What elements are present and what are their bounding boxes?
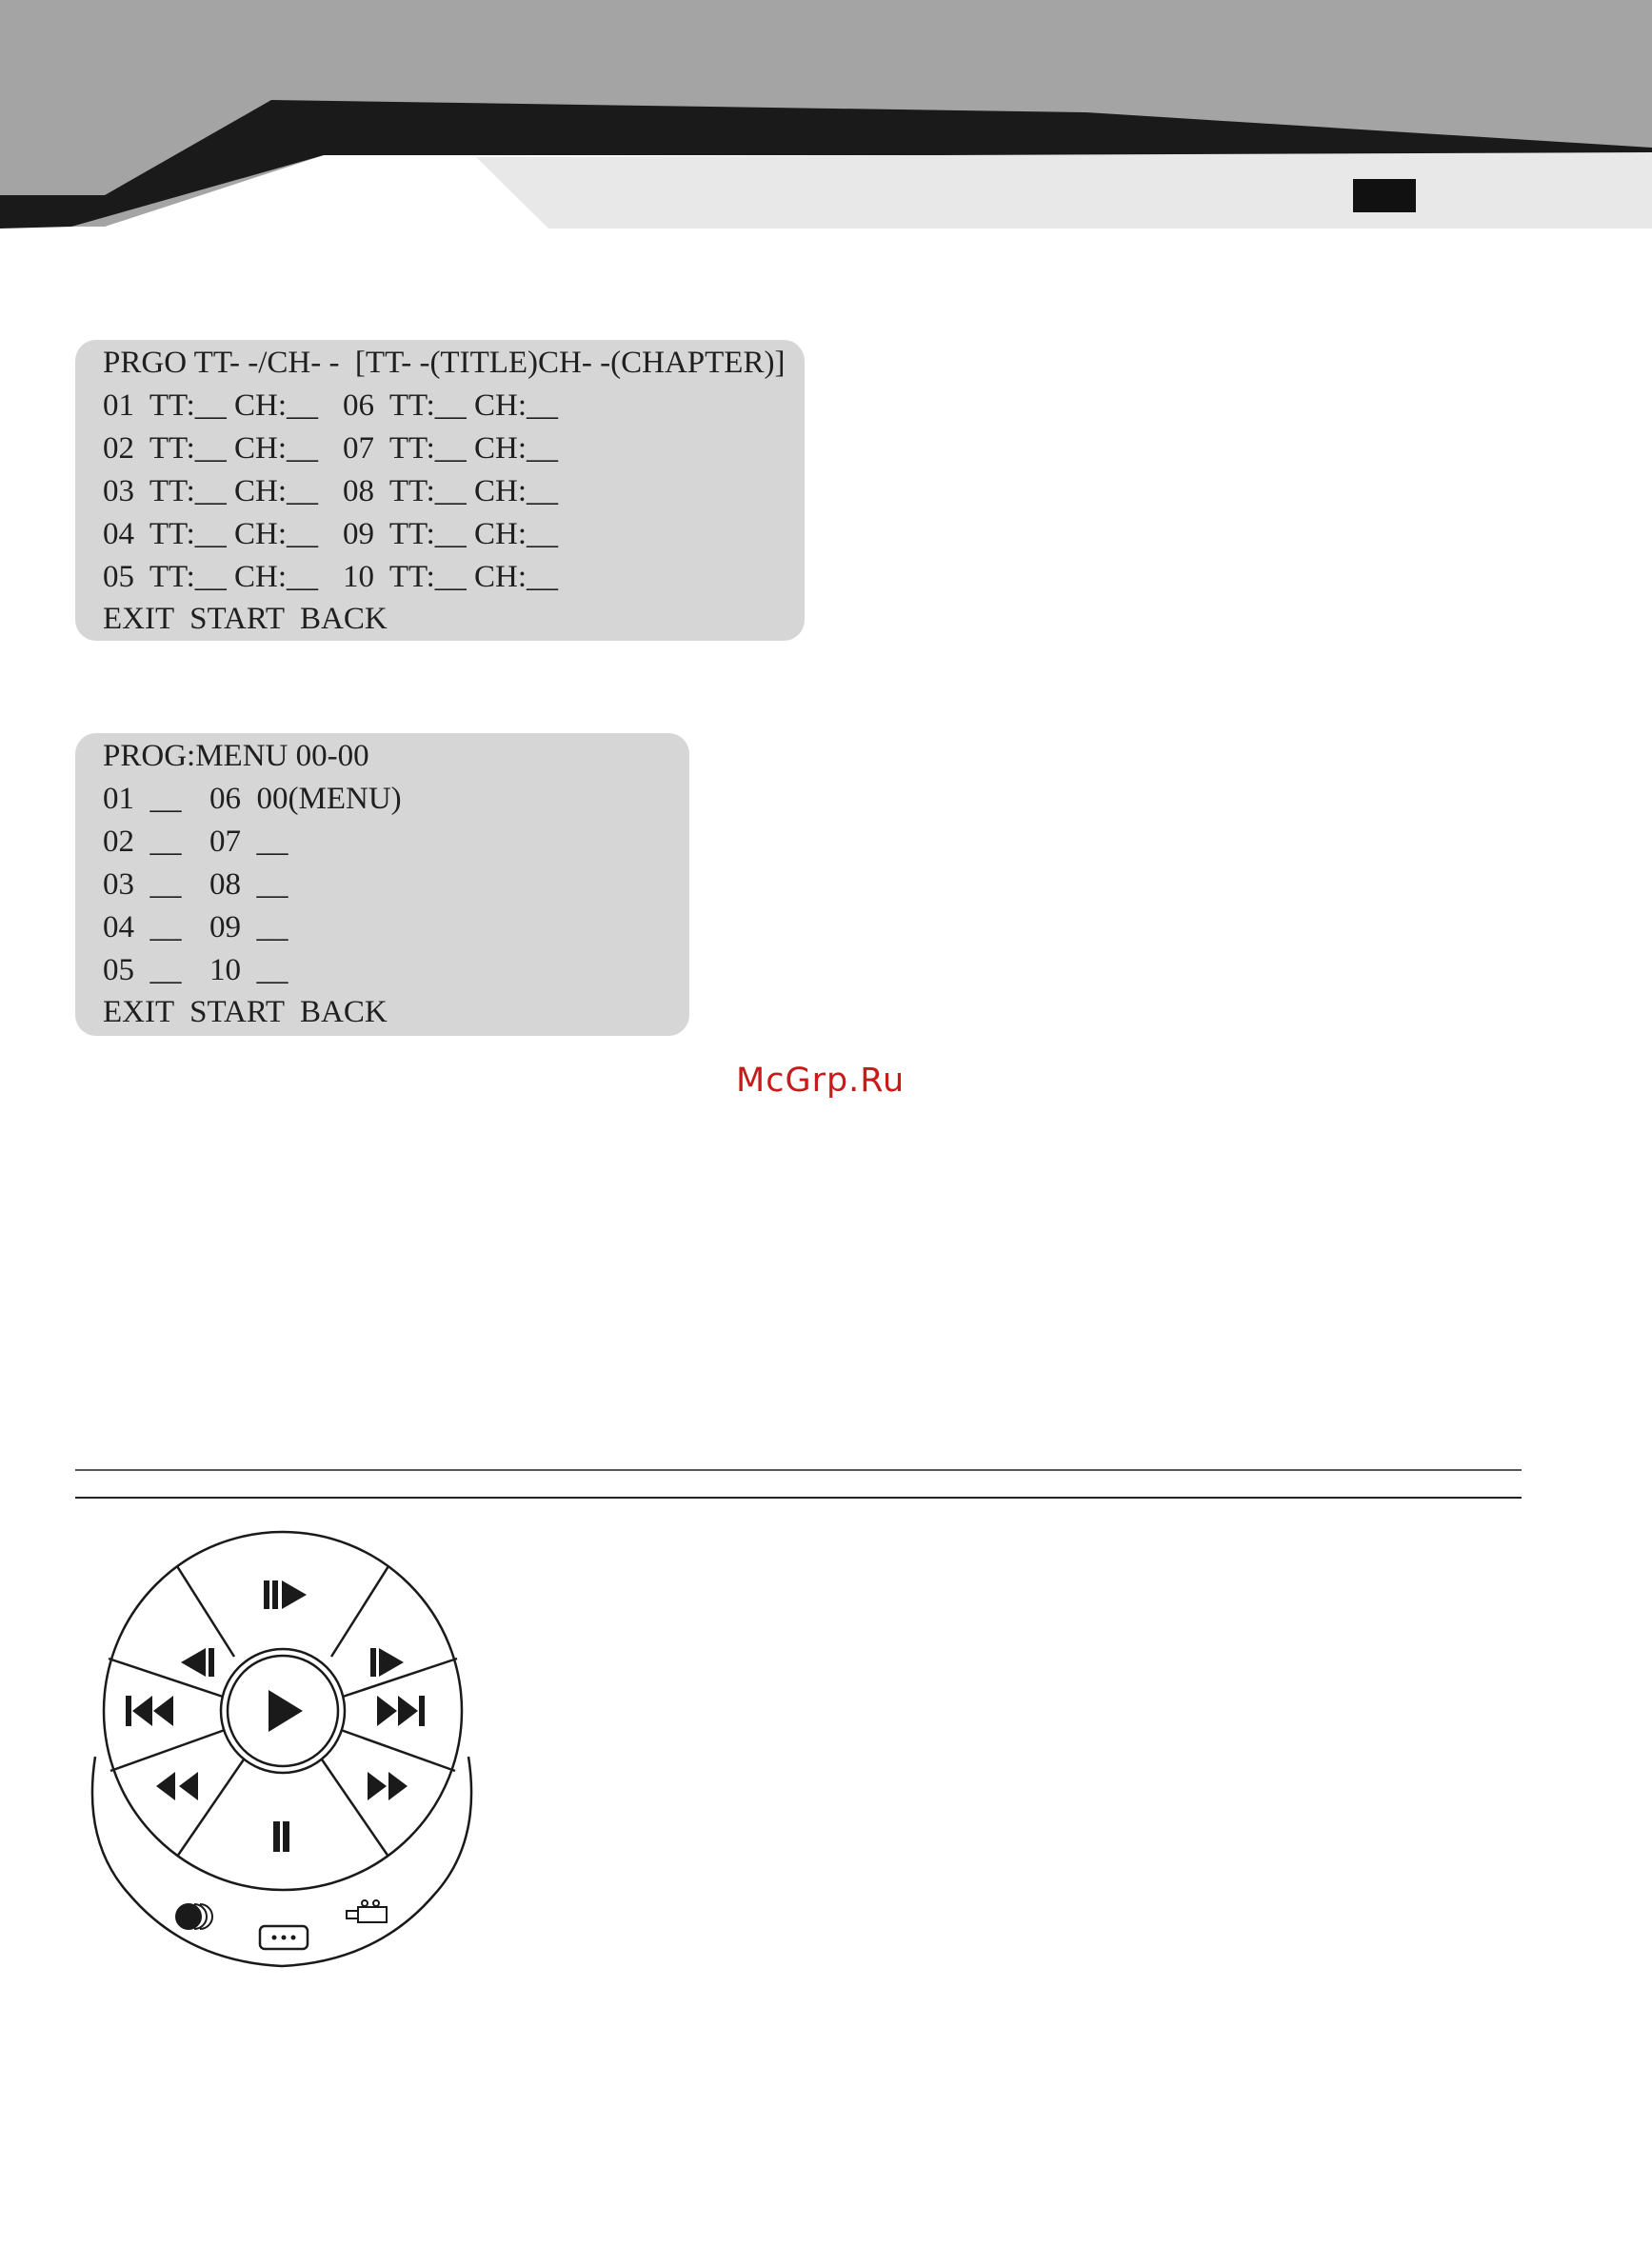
- osd-row: [103, 951, 289, 989]
- slot-right[interactable]: 10 __: [209, 953, 289, 987]
- slot-left[interactable]: 05 TT:__ CH:__: [103, 560, 319, 594]
- osd-header: PROG:MENU 00-00: [103, 739, 369, 773]
- step-back-icon[interactable]: [181, 1648, 214, 1677]
- section-rule: [75, 1469, 1522, 1471]
- play-icon[interactable]: [269, 1690, 303, 1732]
- back-button[interactable]: BACK: [300, 995, 388, 1029]
- slot-right[interactable]: 10 TT:__ CH:__: [343, 560, 559, 594]
- slot-left[interactable]: 03 __: [103, 867, 182, 902]
- osd-row: [103, 558, 559, 596]
- step-forward-icon[interactable]: [370, 1648, 404, 1677]
- start-button[interactable]: START: [189, 995, 286, 1029]
- slot-right[interactable]: 06 TT:__ CH:__: [343, 388, 559, 423]
- slot-left[interactable]: 02 TT:__ CH:__: [103, 431, 319, 466]
- slot-left[interactable]: 02 __: [103, 825, 182, 859]
- slot-left[interactable]: 04 TT:__ CH:__: [103, 517, 319, 551]
- section-rule: [75, 1497, 1522, 1499]
- disc-toggle-icon[interactable]: [176, 1904, 212, 1929]
- start-button[interactable]: START: [189, 602, 286, 636]
- remote-control-wheel: [82, 1528, 482, 1976]
- watermark: McGrp.Ru: [736, 1062, 906, 1100]
- osd-row: [103, 908, 289, 946]
- osd-row: [103, 865, 289, 904]
- program-menu-osd: [75, 733, 689, 1036]
- pause-icon[interactable]: [273, 1821, 289, 1852]
- slot-right[interactable]: 09 __: [209, 910, 289, 944]
- osd-row: [103, 515, 559, 553]
- slot-right[interactable]: 07 TT:__ CH:__: [343, 431, 559, 466]
- osd-header: PRGO TT- -/CH- - [TT- -(TITLE)CH- -(CHAPTER)]: [103, 346, 786, 380]
- rewind-icon[interactable]: [156, 1772, 198, 1800]
- exit-button[interactable]: EXIT: [103, 995, 175, 1029]
- camera-angle-icon[interactable]: [347, 1900, 387, 1922]
- osd-footer: [103, 993, 388, 1031]
- page-number-tab: [1353, 179, 1416, 212]
- slot-right[interactable]: 08 TT:__ CH:__: [343, 474, 559, 508]
- slow-forward-icon[interactable]: [264, 1580, 307, 1609]
- slot-left[interactable]: 05 __: [103, 953, 182, 987]
- slot-left[interactable]: 01 __: [103, 782, 182, 816]
- osd-row: [103, 472, 559, 510]
- osd-footer: [103, 600, 388, 638]
- menu-dots-icon[interactable]: [260, 1926, 308, 1949]
- osd-row: [103, 429, 559, 467]
- slot-right[interactable]: 07 __: [209, 825, 289, 859]
- slot-left[interactable]: 04 __: [103, 910, 182, 944]
- fast-forward-icon[interactable]: [368, 1772, 408, 1800]
- back-button[interactable]: BACK: [300, 602, 388, 636]
- exit-button[interactable]: EXIT: [103, 602, 175, 636]
- osd-row: [103, 387, 559, 425]
- osd-row: [103, 780, 402, 818]
- slot-right[interactable]: 09 TT:__ CH:__: [343, 517, 559, 551]
- slot-left[interactable]: 01 TT:__ CH:__: [103, 388, 319, 423]
- slot-right[interactable]: 06 00(MENU): [209, 782, 402, 816]
- next-icon[interactable]: [377, 1696, 425, 1726]
- program-chapter-osd: [75, 340, 805, 641]
- slot-right[interactable]: 08 __: [209, 867, 289, 902]
- previous-icon[interactable]: [126, 1696, 173, 1726]
- osd-row: [103, 823, 289, 861]
- remote-shell: [92, 1757, 471, 1966]
- slot-left[interactable]: 03 TT:__ CH:__: [103, 474, 319, 508]
